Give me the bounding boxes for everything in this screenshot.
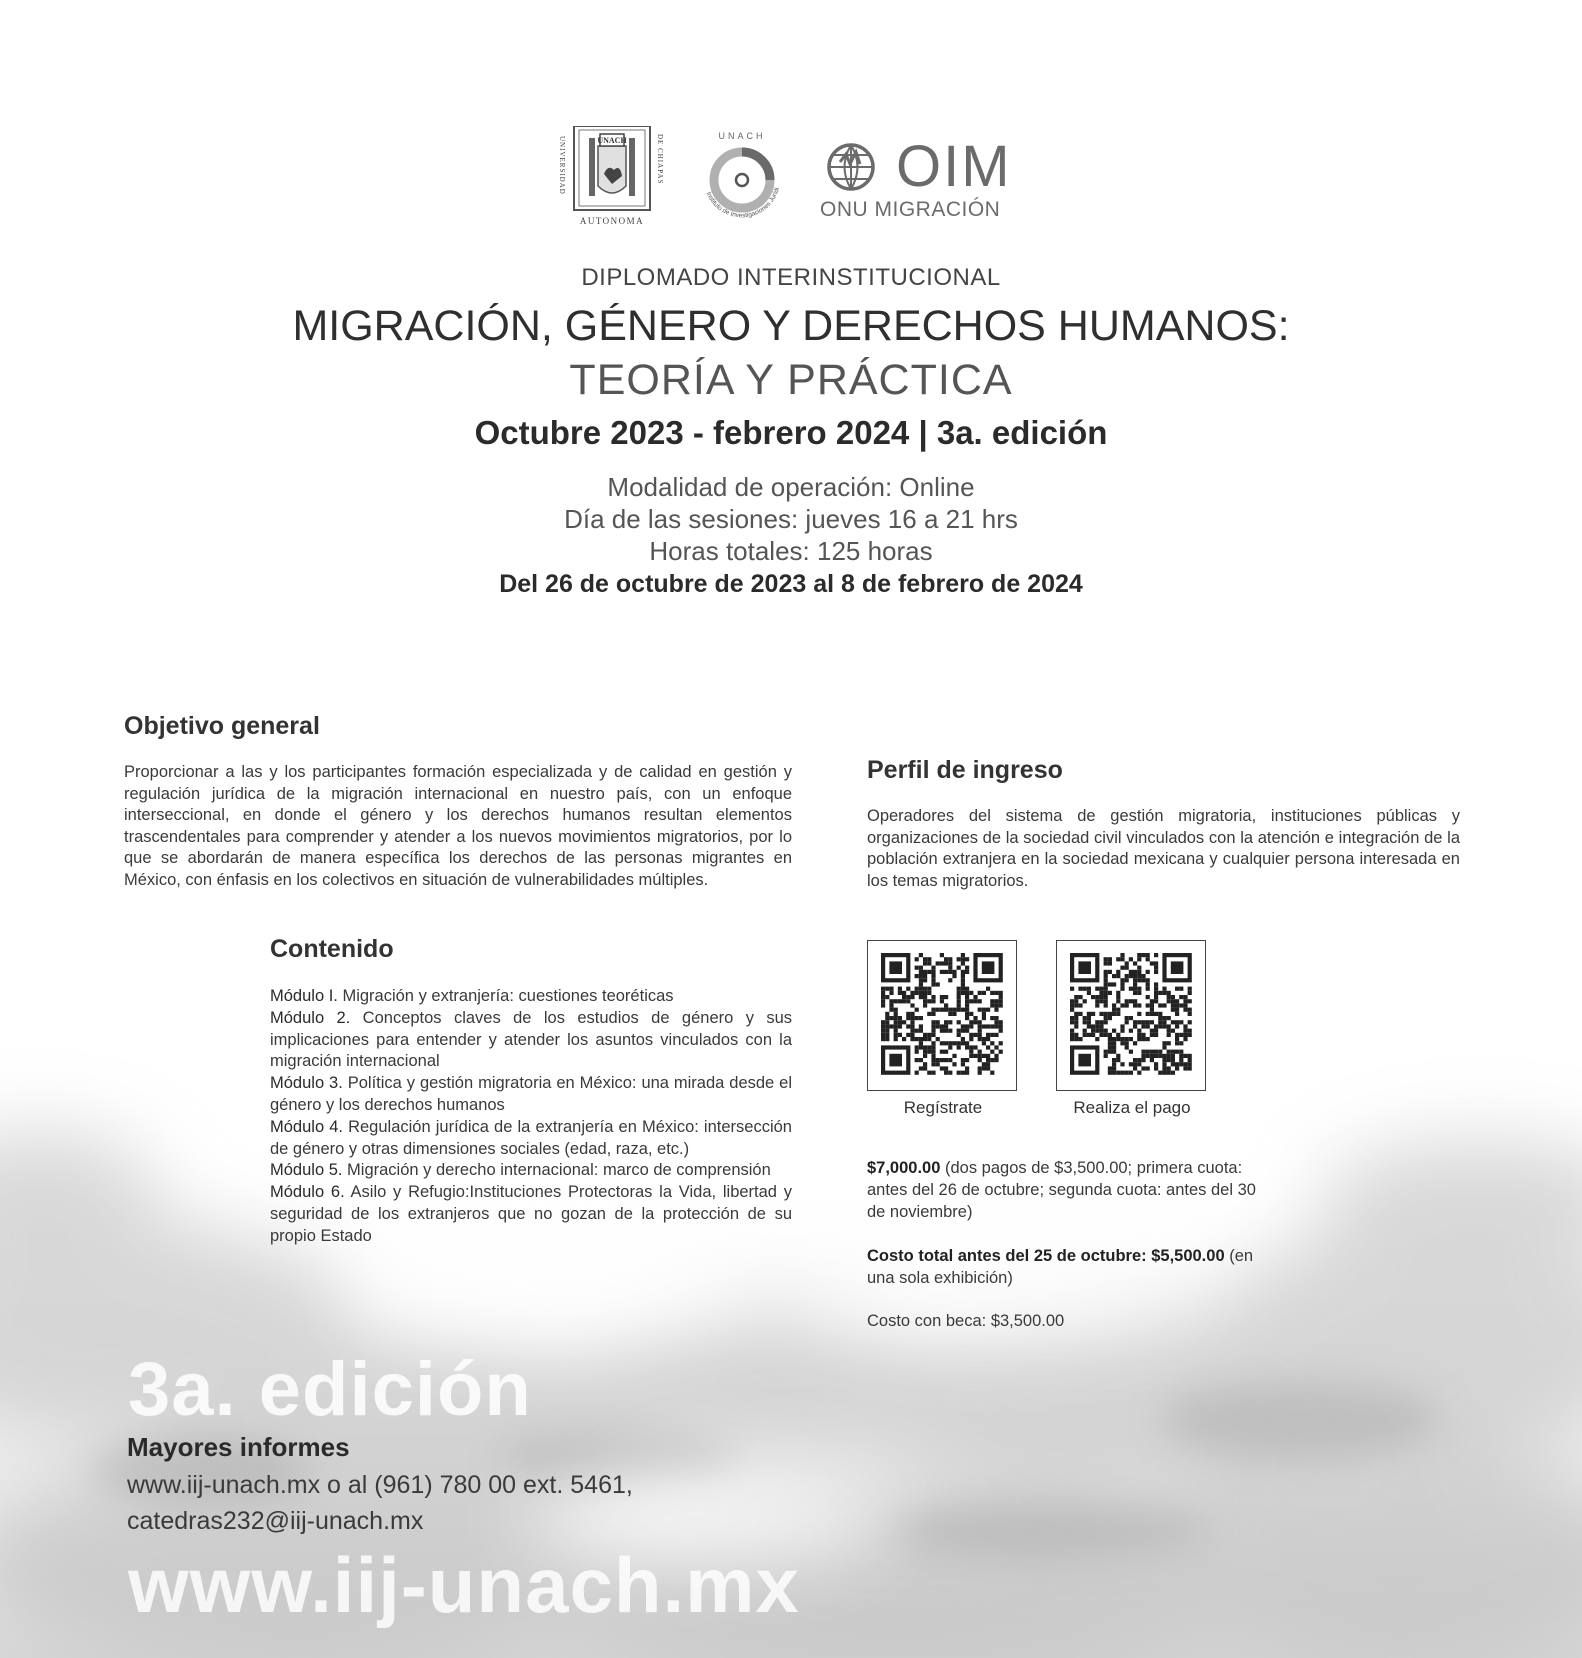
edition-watermark: 3a. edición xyxy=(128,1347,532,1432)
program-kicker: DIPLOMADO INTERINSTITUCIONAL xyxy=(581,264,1001,291)
oim-globe-icon xyxy=(820,140,882,194)
payment-qr-code[interactable] xyxy=(1056,940,1206,1091)
perfil-heading: Perfil de ingreso xyxy=(867,756,1063,784)
register-qr-code[interactable] xyxy=(867,940,1017,1091)
url-watermark: www.iij-unach.mx xyxy=(128,1541,800,1629)
unach-logo-right: DE CHIAPAS xyxy=(656,134,664,185)
module-text: Migración y extranjería: cuestiones teoréticas xyxy=(337,987,674,1005)
program-dates: Octubre 2023 - febrero 2024 | 3a. edición xyxy=(474,414,1108,451)
module-item xyxy=(270,986,792,1008)
sesiones-text: Día de las sesiones: jueves 16 a 21 hrs xyxy=(564,504,1018,534)
unach-logo-name: UNACH xyxy=(597,136,627,145)
unach-logo-icon xyxy=(552,126,672,231)
perfil-text: Operadores del sistema de gestión migratoria, instituciones públicas y organizaciones de la sociedad civil vinculados con la atención e integración de la población extranjera en la sociedad mexicana y cualquier persona interesada en los temas migratorios. xyxy=(867,807,1460,890)
objetivo-heading: Objetivo general xyxy=(124,712,320,740)
oim-logo-word: OIM xyxy=(896,134,1012,199)
register-qr-label: Regístrate xyxy=(903,1098,983,1117)
module-label: Módulo I. xyxy=(270,987,338,1005)
module-text: Asilo y Refugio:Instituciones Protectoras la Vida, libertad y seguridad de los extranjeros que no gozan de la protección de su propio Estado xyxy=(270,1183,792,1245)
horas-text: Horas totales: 125 horas xyxy=(649,536,933,566)
module-label: Módulo 6. xyxy=(270,1183,345,1202)
info-email[interactable]: catedras232@iij-unach.mx xyxy=(127,1507,424,1535)
modalidad-text: Modalidad de operación: Online xyxy=(607,472,975,502)
unach-logo-left: UNIVERSIDAD xyxy=(558,136,566,195)
price-single-detail: (en una sola exhibición) xyxy=(867,1247,1254,1287)
oim-logo-sub: ONU MIGRACIÓN xyxy=(820,198,1001,221)
price-single-amount: Costo total antes del 25 de octubre: $5,500.00 xyxy=(867,1247,1225,1265)
info-heading: Mayores informes xyxy=(127,1432,350,1462)
date-range-text: Del 26 de octubre de 2023 al 8 de febrero de 2024 xyxy=(499,570,1083,598)
module-label: Módulo 4. xyxy=(270,1117,343,1136)
qr-code-icon xyxy=(1070,953,1192,1077)
info-website-phone[interactable]: www.iij-unach.mx o al (961) 780 00 ext. 5461, xyxy=(127,1471,633,1499)
module-list xyxy=(270,986,792,1248)
price-scholarship: Costo con beca: $3,500.00 xyxy=(867,1312,1065,1330)
module-item xyxy=(270,1117,792,1161)
price-installments-amount: $7,000.00 xyxy=(867,1159,941,1177)
module-item xyxy=(270,1160,792,1182)
price-single-payment xyxy=(867,1246,1277,1290)
oim-logo xyxy=(820,134,1020,221)
module-text: Conceptos claves de los estudios de género y sus implicaciones para entender y atender los asuntos vinculados con la migración internacional xyxy=(270,1008,793,1071)
module-text: Regulación jurídica de la extranjería en México: intersección de género y otras dimensiones sociales (edad, raza, etc.) xyxy=(270,1117,792,1158)
module-item xyxy=(270,1073,792,1117)
module-label: Módulo 5. xyxy=(270,1161,343,1180)
unach-logo-bottom: AUTONOMA xyxy=(579,216,645,226)
iij-logo-top: UNACH xyxy=(718,131,766,141)
module-item xyxy=(270,1008,792,1073)
iij-logo-ring: Instituto de Investigaciones Jurídi xyxy=(704,186,781,220)
module-item xyxy=(270,1182,792,1247)
module-label: Módulo 3. xyxy=(270,1074,343,1093)
module-label: Módulo 2. xyxy=(270,1008,351,1027)
payment-qr-label: Realiza el pago xyxy=(1073,1098,1191,1117)
iij-logo-icon xyxy=(695,130,790,225)
contenido-heading: Contenido xyxy=(270,935,394,963)
price-installments xyxy=(867,1158,1277,1223)
program-subtitle: TEORÍA Y PRÁCTICA xyxy=(569,356,1013,404)
program-title: MIGRACIÓN, GÉNERO Y DERECHOS HUMANOS: xyxy=(292,302,1290,350)
price-installments-detail: (dos pagos de $3,500.00; primera cuota: antes del 26 de octubre; segunda cuota: antes del 30 de noviembre) xyxy=(867,1159,1256,1221)
logos xyxy=(552,126,1032,231)
qr-code-icon xyxy=(881,953,1003,1077)
objetivo-text: Proporcionar a las y los participantes formación especializada y de calidad en gestión y regulación jurídica de la migración internacional en nuestro país, con un enfoque interseccional, en donde el género y los derechos humanos resultan elementos trascendentales para comprender y atender a los nuevos movimientos migratorios, por lo que se abordarán de manera específica los derechos de las personas migrantes en México, con énfasis en los colectivos en situación de vulnerabilidades múltiples. xyxy=(124,763,792,889)
module-text: Migración y derecho internacional: marco de comprensión xyxy=(342,1161,771,1180)
module-text: Política y gestión migratoria en México: una mirada desde el género y los derechos humanos xyxy=(270,1074,792,1114)
